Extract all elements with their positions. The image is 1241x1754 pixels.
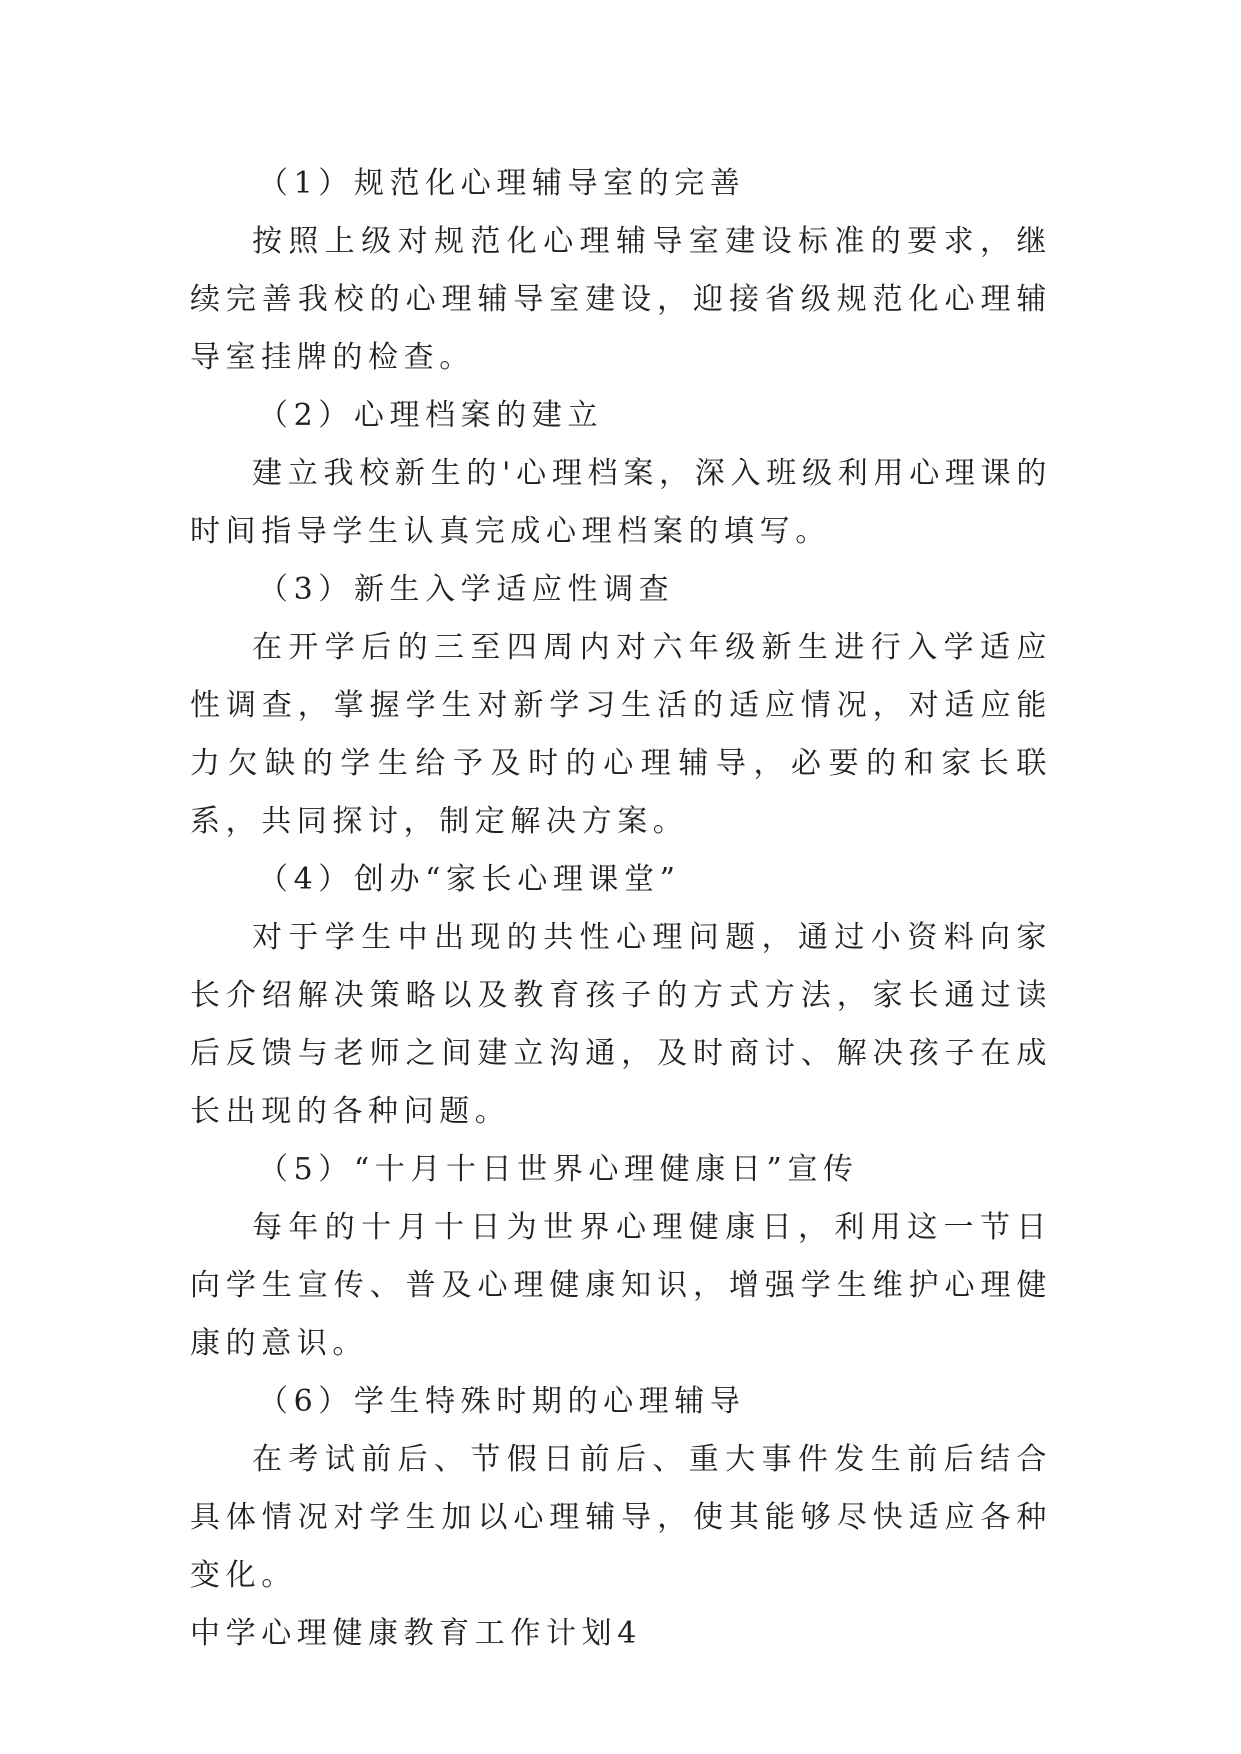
next-document-title: 中学心理健康教育工作计划4 bbox=[190, 1616, 642, 1651]
section-heading-5: （5）“十月十日世界心理健康日”宣传 bbox=[258, 1152, 859, 1187]
section-heading-6: （6）学生特殊时期的心理辅导 bbox=[258, 1384, 746, 1419]
document-body bbox=[190, 155, 1052, 1663]
section-heading-2: （2）心理档案的建立 bbox=[258, 398, 604, 433]
section-heading-1: （1）规范化心理辅导室的完善 bbox=[258, 166, 746, 201]
section-body-5: 每年的十月十日为世界心理健康日，利用这一节日向学生宣传、普及心理健康知识，增强学生维护心理健康的意识。 bbox=[190, 1210, 1052, 1361]
section-body-6: 在考试前后、节假日前后、重大事件发生前后结合具体情况对学生加以心理辅导，使其能够尽快适应各种变化。 bbox=[190, 1442, 1052, 1593]
section-body-2: 建立我校新生的'心理档案，深入班级利用心理课的时间指导学生认真完成心理档案的填写。 bbox=[190, 456, 1052, 549]
section-body-1: 按照上级对规范化心理辅导室建设标准的要求，继续完善我校的心理辅导室建设，迎接省级规范化心理辅导室挂牌的检查。 bbox=[190, 224, 1052, 375]
section-heading-3: （3）新生入学适应性调查 bbox=[258, 572, 675, 607]
section-body-3: 在开学后的三至四周内对六年级新生进行入学适应性调查，掌握学生对新学习生活的适应情况，对适应能力欠缺的学生给予及时的心理辅导，必要的和家长联系，共同探讨，制定解决方案。 bbox=[190, 630, 1052, 839]
section-heading-4: （4）创办“家长心理课堂” bbox=[258, 862, 681, 897]
section-body-4: 对于学生中出现的共性心理问题，通过小资料向家长介绍解决策略以及教育孩子的方式方法，家长通过读后反馈与老师之间建立沟通，及时商讨、解决孩子在成长出现的各种问题。 bbox=[190, 920, 1052, 1129]
